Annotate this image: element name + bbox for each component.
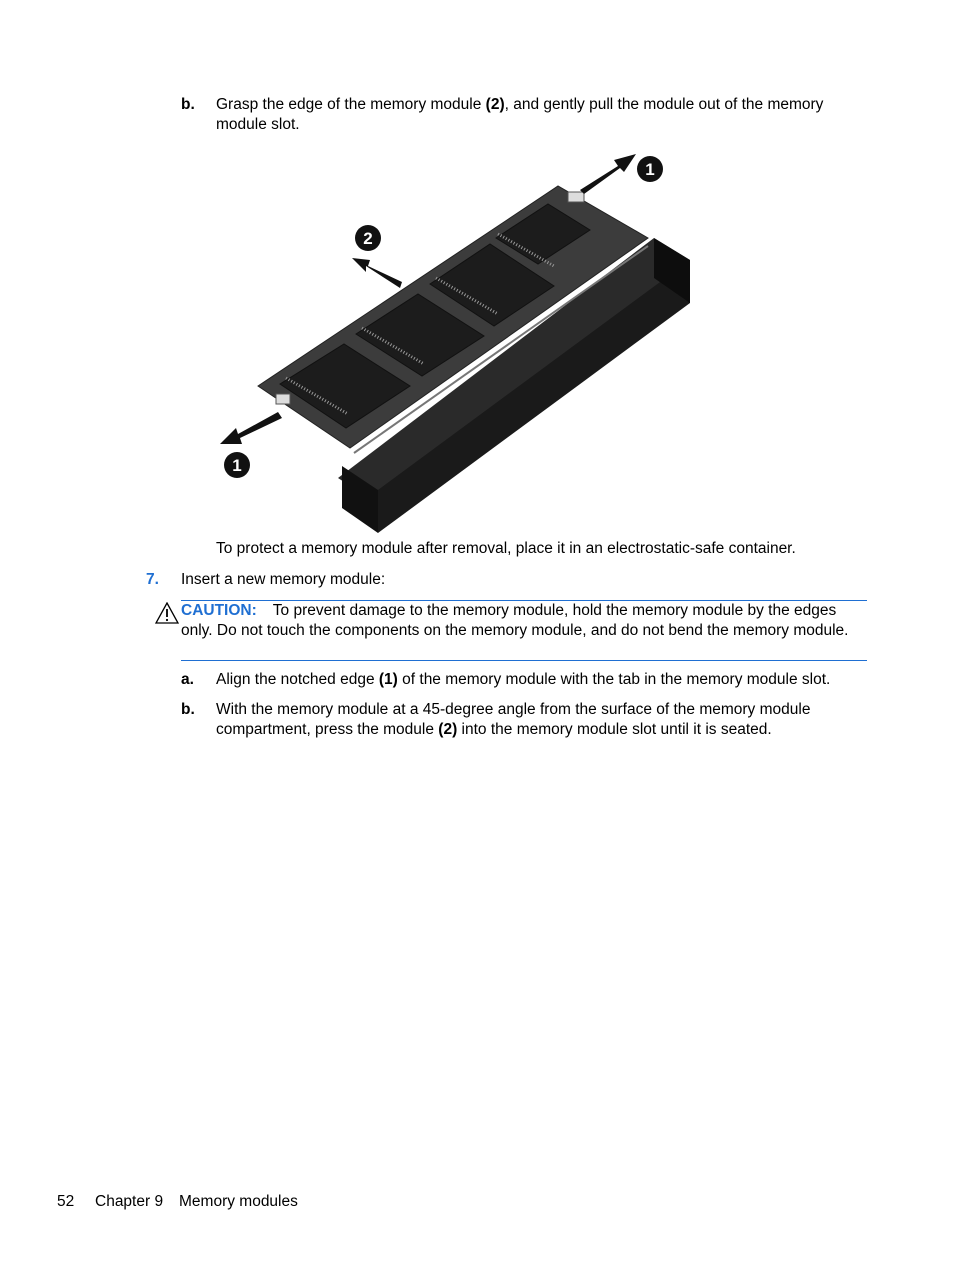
step-b2-text <box>216 700 846 739</box>
step-b-text-part1: Grasp the edge of the memory module <box>216 96 486 113</box>
arrow-top-right <box>580 154 636 194</box>
caution-label: CAUTION: <box>181 602 257 619</box>
step-b2-ref: (2) <box>438 720 458 738</box>
step-a-text-part1: Align the notched edge <box>216 671 379 688</box>
footer-chapter-title: Memory modules <box>179 1193 298 1210</box>
retention-clip-top <box>568 192 584 202</box>
step-a-text <box>216 670 866 690</box>
step-b-marker: b. <box>181 96 195 113</box>
step-7-text: Insert a new memory module: <box>181 571 386 588</box>
step-7-number: 7. <box>146 571 159 588</box>
arrow-bottom-left <box>220 412 282 444</box>
retention-clip-bottom <box>276 394 290 404</box>
step-b2-text-part1: With the memory module at a 45-degree angle from the surface of the memory module compartment, press the module <box>216 701 811 738</box>
step-a-text-part2: of the memory module with the tab in the memory module slot. <box>397 671 831 688</box>
warning-triangle-icon <box>155 602 179 624</box>
caution-text-block <box>181 601 865 640</box>
caution-text: To prevent damage to the memory module, hold the memory module by the edges only. Do not touch the components on the memory module, and do not bend the memory module. <box>181 602 849 639</box>
footer-chapter: Chapter 9 <box>95 1193 164 1210</box>
footer-page-number: 52 <box>57 1193 75 1210</box>
step-b2-text-part2: into the memory module slot until it is seated. <box>457 720 772 738</box>
callout-1-top: 1 <box>645 160 655 179</box>
caution-bottom-rule <box>181 660 867 661</box>
step-a-ref: (1) <box>378 671 398 688</box>
step-b2-marker: b. <box>181 701 195 718</box>
arrow-left-mid <box>352 258 402 288</box>
memory-module-removal-illustration <box>218 148 698 533</box>
step-b-text <box>216 95 856 134</box>
protect-note: To protect a memory module after removal, place it in an electrostatic-safe container. <box>216 540 796 557</box>
callout-2: 2 <box>363 229 373 248</box>
step-b-ref: (2) <box>485 96 505 113</box>
step-a-marker: a. <box>181 671 194 688</box>
step-b-text-part2: , and gently pull the module out of the memory module slot. <box>216 96 824 133</box>
callout-1-bottom: 1 <box>232 456 242 475</box>
